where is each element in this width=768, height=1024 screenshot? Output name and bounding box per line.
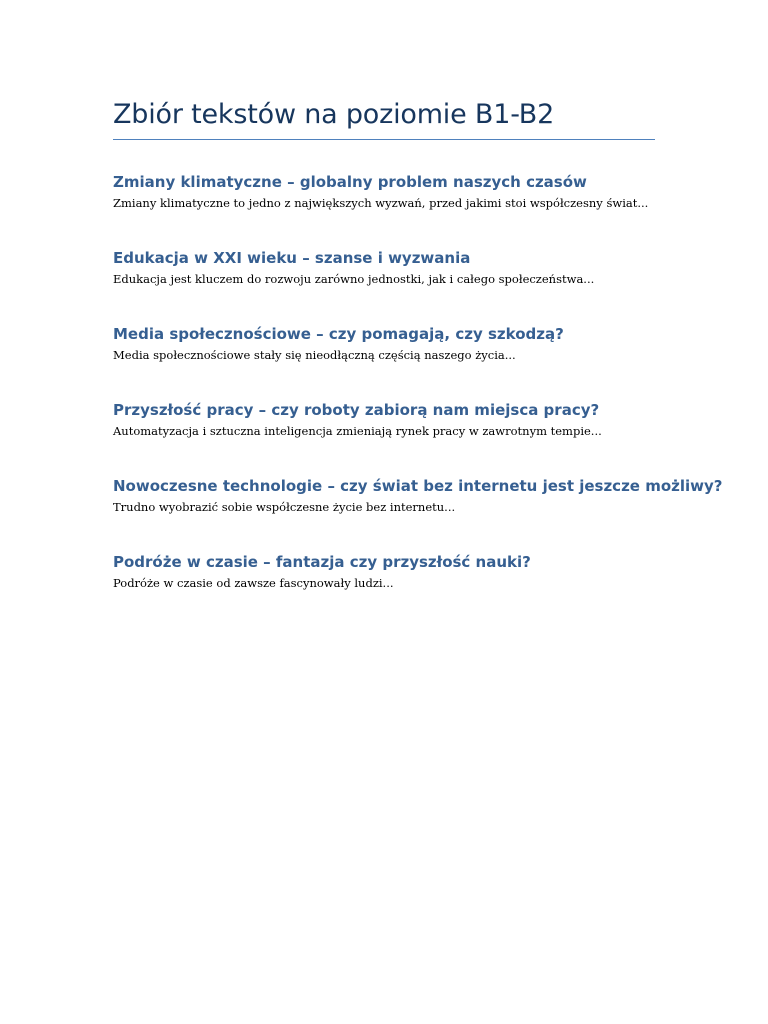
entry-item [113, 475, 723, 551]
entry-item [113, 171, 655, 247]
entry-heading: Zmiany klimatyczne – globalny problem naszych czasów [113, 173, 587, 191]
entry-excerpt: Automatyzacja i sztuczna inteligencja zmieniają rynek pracy w zawrotnym tempie... [113, 424, 602, 438]
entry-item [113, 247, 655, 323]
entry-heading: Nowoczesne technologie – czy świat bez internetu jest jeszcze możliwy? [113, 477, 723, 495]
entry-heading: Media społecznościowe – czy pomagają, czy szkodzą? [113, 325, 564, 343]
entry-item [113, 399, 655, 475]
entry-list [113, 171, 723, 627]
entry-excerpt: Trudno wyobrazić sobie współczesne życie bez internetu... [113, 500, 456, 514]
title-underline [113, 139, 655, 140]
entry-heading: Przyszłość pracy – czy roboty zabiorą nam miejsca pracy? [113, 401, 600, 419]
entry-heading: Podróże w czasie – fantazja czy przyszłość nauki? [113, 553, 531, 571]
entry-item [113, 323, 655, 399]
entry-heading: Edukacja w XXI wieku – szanse i wyzwania [113, 249, 471, 267]
document-title: Zbiór tekstów na poziomie B1-B2 [113, 99, 555, 130]
entry-excerpt: Edukacja jest kluczem do rozwoju zarówno jednostki, jak i całego społeczeństwa... [113, 272, 595, 286]
entry-item [113, 551, 655, 627]
entry-excerpt: Media społecznościowe stały się nieodłączną częścią naszego życia... [113, 348, 516, 362]
entry-excerpt: Zmiany klimatyczne to jedno z największych wyzwań, przed jakimi stoi współczesny świat... [113, 196, 649, 210]
entry-excerpt: Podróże w czasie od zawsze fascynowały ludzi... [113, 576, 394, 590]
